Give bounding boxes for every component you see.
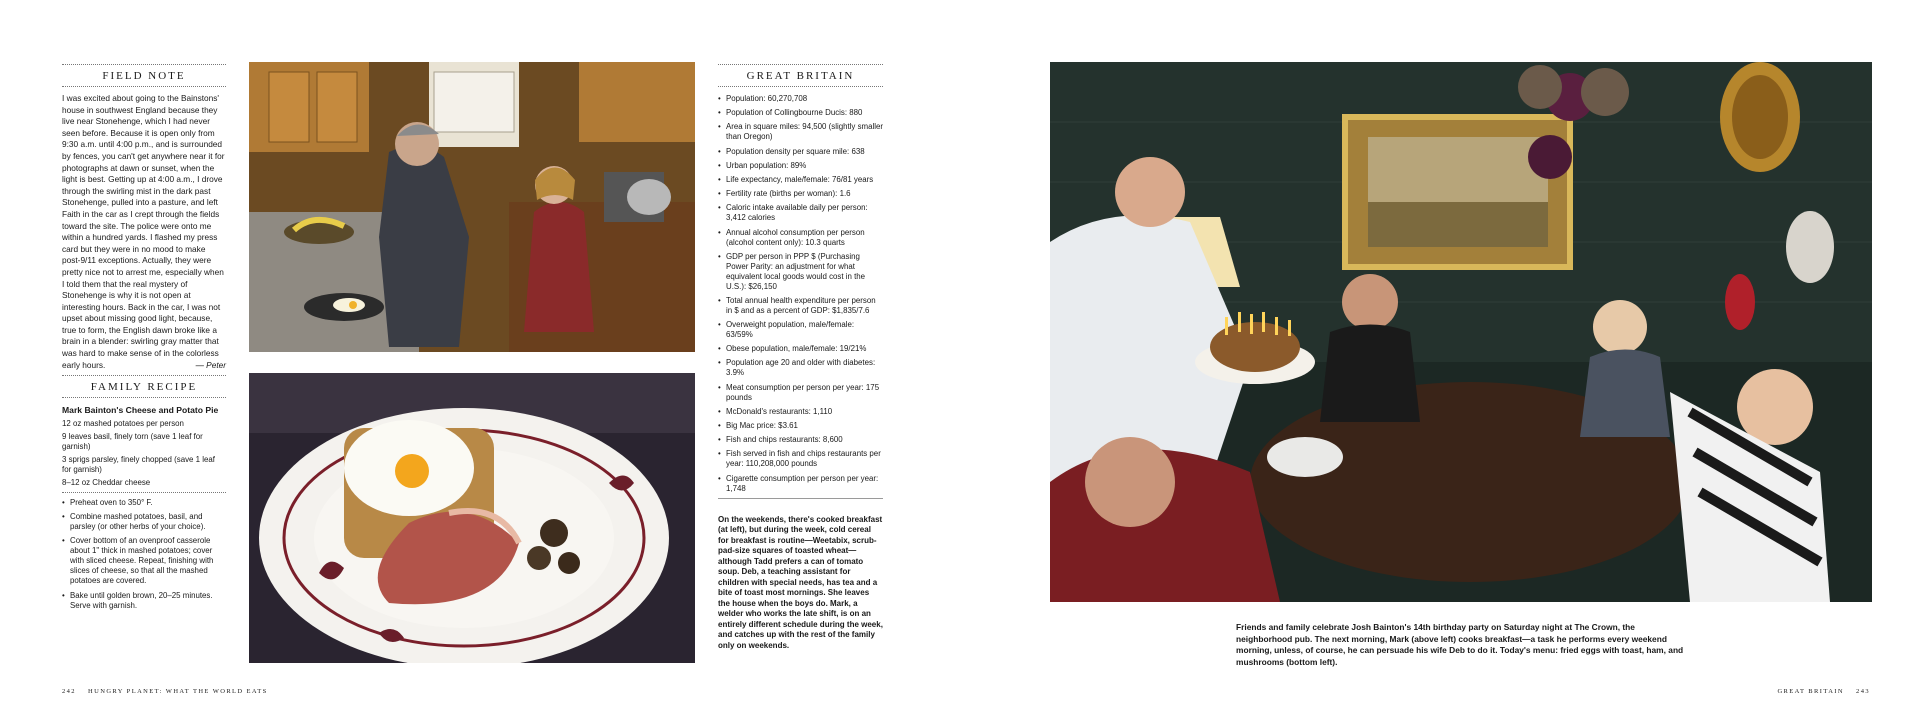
stat-item: • Total annual health expenditure per person in $ and as a percent of GDP: $1,835/7.6 (718, 296, 883, 316)
party-caption: Friends and family celebrate Josh Bainton's 14th birthday party on Saturday night at The Crown, the neighborhood pub. The next morning, Mark (above left) cooks breakfast—a task he performs every weekend morning, unless, of course, he can persuade his wife Deb to do it. Today's menu: fried eggs with toast, ham, and mushrooms (bottom left). (1236, 622, 1684, 667)
ingredient-item: 12 oz mashed potatoes per person (62, 419, 184, 428)
family-recipe-heading: FAMILY RECIPE (62, 375, 226, 398)
field-note-section (62, 64, 226, 371)
field-note-body: I was excited about going to the Bainstons' house in southwest England because they live near Stonehenge, which I had never seen before. Because it is open only from 9:30 a.m. until 4:00 p.m., and is surrounded by fences, you can't get anywhere near it for photographs at dawn or sunset, when the light is best. Getting up at 4:00 a.m., I drove through the swirling mist in the dark past Stonehenge, pulled into a pasture, and left Faith in the car as I crept through the fields toward the site. The police were onto me within a hundred yards. I flashed my press card but they were in no mood to make post-9/11 exceptions. Actually, they were pretty nice not to arrest me, especially when I told them that the real mystery of Stonehenge is why it is not open at interesting hours. Back in the car, I was not upset about missing good light, because, true to form, the English dawn broke like a brain in a blender: swirling gray matter that was hard to make sense of in the colorless early hours. (62, 93, 225, 370)
family-recipe-section (62, 375, 226, 615)
stat-item: • Area in square miles: 94,500 (slightly smaller than Oregon) (718, 122, 883, 142)
kitchen-photo-illustration (249, 62, 695, 352)
ingredient-item: 9 leaves basil, finely torn (save 1 leaf for garnish) (62, 432, 203, 451)
recipe-title: Mark Bainton's Cheese and Potato Pie (62, 405, 219, 415)
stat-item: • McDonald's restaurants: 1,110 (718, 407, 883, 417)
recipe-steps (62, 498, 226, 611)
recipe-step: • Preheat oven to 350° F. (62, 498, 226, 508)
recipe-ingredients (62, 419, 226, 488)
country-stats-list (718, 94, 883, 494)
stat-item: • Fertility rate (births per woman): 1.6 (718, 189, 883, 199)
stat-item: • Urban population: 89% (718, 161, 883, 171)
field-note-signature: — Peter (195, 359, 226, 370)
stat-item: • Population age 20 and older with diabetes: 3.9% (718, 358, 883, 378)
stat-item: • Cigarette consumption per person per year: 1,748 (718, 474, 883, 494)
stat-item: • Fish served in fish and chips restaurants per year: 110,208,000 pounds (718, 449, 883, 469)
weekend-caption: On the weekends, there's cooked breakfast (at left), but during the week, cold cereal for breakfast is routine—Weetabix, scrub-pad-size squares of toasted wheat—although Tadd prefers a can of tomato soup. Deb, a teaching assistant for children with special needs, has tea and a bite of toast most mornings. She leaves the house when the boys do. Mark, a welder who works the late shift, is on an entirely different schedule during the week, and catches up with the rest of the family only on weekends. (718, 514, 883, 650)
stat-item: • Overweight population, male/female: 63/59% (718, 320, 883, 340)
great-britain-section (718, 64, 883, 651)
stat-item: • Big Mac price: $3.61 (718, 421, 883, 431)
ingredient-item: 3 sprigs parsley, finely chopped (save 1 leaf for garnish) (62, 455, 215, 474)
recipe-step: • Bake until golden brown, 20–25 minutes. Serve with garnish. (62, 591, 226, 611)
stat-item: • Population: 60,270,708 (718, 94, 883, 104)
kitchen-photo (249, 62, 695, 352)
stat-item: • Meat consumption per person per year: 175 pounds (718, 383, 883, 403)
recipe-step: • Combine mashed potatoes, basil, and parsley (or other herbs of your choice). (62, 512, 226, 532)
birthday-party-illustration (1050, 62, 1872, 602)
stat-item: • GDP per person in PPP $ (Purchasing Power Parity: an adjustment for what equivalent local goods would cost in the U.S.): $26,150 (718, 252, 883, 292)
field-note-text (62, 93, 226, 371)
recipe-step: • Cover bottom of an ovenproof casserole about 1" thick in mashed potatoes; cover with sliced cheese. Repeat, finishing with slices of cheese, so that all the mashed potatoes are covered. (62, 536, 226, 586)
breakfast-photo (249, 373, 695, 663)
stat-item: • Annual alcohol consumption per person (alcohol content only): 10.3 quarts (718, 228, 883, 248)
breakfast-photo-illustration (249, 373, 695, 663)
birthday-party-photo (1050, 62, 1872, 602)
folio-right: GREAT BRITAIN 243 (1777, 688, 1870, 695)
stat-item: • Fish and chips restaurants: 8,600 (718, 435, 883, 445)
stat-item: • Population of Collingbourne Ducis: 880 (718, 108, 883, 118)
stat-item: • Life expectancy, male/female: 76/81 years (718, 175, 883, 185)
field-note-heading: FIELD NOTE (62, 64, 226, 87)
ingredient-item: 8–12 oz Cheddar cheese (62, 478, 151, 487)
folio-left: 242 HUNGRY PLANET: WHAT THE WORLD EATS (62, 688, 268, 695)
great-britain-heading: GREAT BRITAIN (718, 64, 883, 87)
stat-item: • Caloric intake available daily per person: 3,412 calories (718, 203, 883, 223)
stat-item: • Obese population, male/female: 19/21% (718, 344, 883, 354)
stat-item: • Population density per square mile: 638 (718, 147, 883, 157)
recipe-divider (62, 492, 226, 493)
stats-rule (718, 498, 883, 499)
